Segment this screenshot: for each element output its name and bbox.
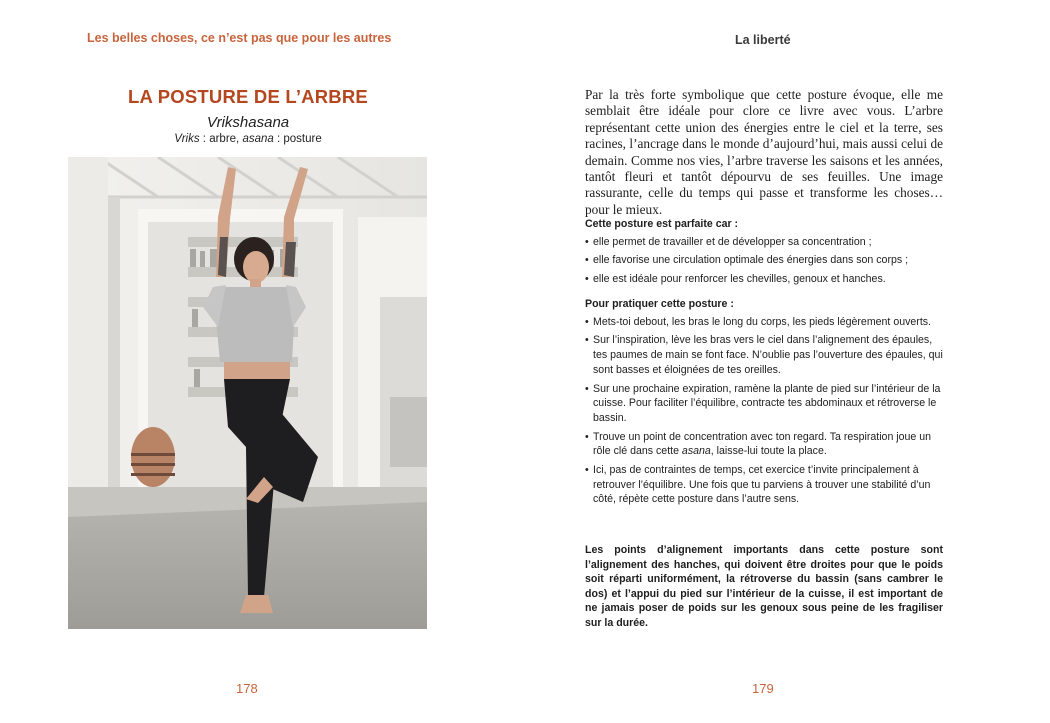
woven-basket xyxy=(131,427,175,487)
bullet-icon: • xyxy=(585,334,589,347)
list-item: • Sur l’inspiration, lève les bras vers le ciel dans l’alignement des épaules, tes paumes de main se font face. N’oublie pas l’ouverture des épaules, qui sont basses et éloignées de tes oreilles. xyxy=(585,334,943,376)
etymology-term-2: asana xyxy=(242,133,274,145)
intro-paragraph: Par la très forte symbolique que cette posture évoque, elle me semblait être idéale pour clore ce livre avec vous. L’arbre représentant cette union des énergies entre le ciel et la terre, ses racines, l’ancrage dans le monde d’aujourd’hui, mais aussi celui de demain. Comme nos vies, l’arbre traverse les saisons et les années, tantôt fleuri et tantôt dépourvu de ses feuilles. Une image rassurante, celle du temps qui passe et transforme les choses… pour le mieux. xyxy=(585,87,943,217)
list-item: • Trouve un point de concentration avec ton regard. Ta respiration joue un rôle clé dans cette asana, laisse-lui toute la place. xyxy=(585,430,932,458)
benefits-list xyxy=(585,217,945,291)
practice-list xyxy=(585,297,945,511)
bullet-icon: • xyxy=(585,273,589,286)
photo-illustration xyxy=(68,157,427,629)
bullet-icon: • xyxy=(585,382,589,395)
page-number-left: 178 xyxy=(236,681,258,696)
list-item: • elle est idéale pour renforcer les chevilles, genoux et hanches. xyxy=(585,273,886,286)
bullet-icon: • xyxy=(585,315,589,328)
etymology-line xyxy=(68,133,428,145)
alignment-note: Les points d’alignement importants dans cette posture sont l’alignement des hanches, qui doivent être droites pour que le poids soit réparti uniformément, la rétroverse du bassin (sans cambrer le dos) et l’appui du pied sur l’intérieur de la cuisse, il est important de ne jamais poser de poids sur les genoux sous peine de les fragiliser sur la durée. xyxy=(585,544,943,629)
list-item: • Mets-toi debout, les bras le long du corps, les pieds légèrement ouverts. xyxy=(585,315,932,328)
bullet-icon: • xyxy=(585,430,589,443)
list-item: • elle permet de travailler et de développer sa concentration ; xyxy=(585,235,872,248)
etymology-def-2: : posture xyxy=(273,133,322,145)
posture-title: LA POSTURE DE L’ARBRE xyxy=(128,86,368,107)
posture-sanskrit-name: Vrikshasana xyxy=(206,114,290,131)
list-item: • elle favorise une circulation optimale des énergies dans son corps ; xyxy=(585,254,909,267)
bullet-icon: • xyxy=(585,254,589,267)
running-head-left: Les belles choses, ce n’est pas que pour les autres xyxy=(87,31,392,45)
running-head-right: La liberté xyxy=(735,33,791,47)
bullet-icon: • xyxy=(585,235,589,248)
yoga-tree-pose-photo xyxy=(68,157,427,629)
etymology-def-1: : arbre, xyxy=(199,133,243,145)
list-item: • Ici, pas de contraintes de temps, cet exercice t’invite principalement à retrouver l’équilibre. Une fois que tu parviens à trouver une stabilité d’un côté, répète cette posture dans l’autre sens. xyxy=(585,464,931,506)
list-item: • Sur une prochaine expiration, ramène la plante de pied sur l’intérieur de la cuisse. Pour faciliter l’équilibre, contracte tes abdominaux et rétroverse le bassin. xyxy=(585,382,941,424)
page-number-right: 179 xyxy=(752,681,774,696)
benefits-heading: Cette posture est parfaite car : xyxy=(585,218,739,230)
etymology-term-1: Vriks xyxy=(174,133,200,145)
bullet-icon: • xyxy=(585,464,589,477)
practice-heading: Pour pratiquer cette posture : xyxy=(585,298,734,310)
